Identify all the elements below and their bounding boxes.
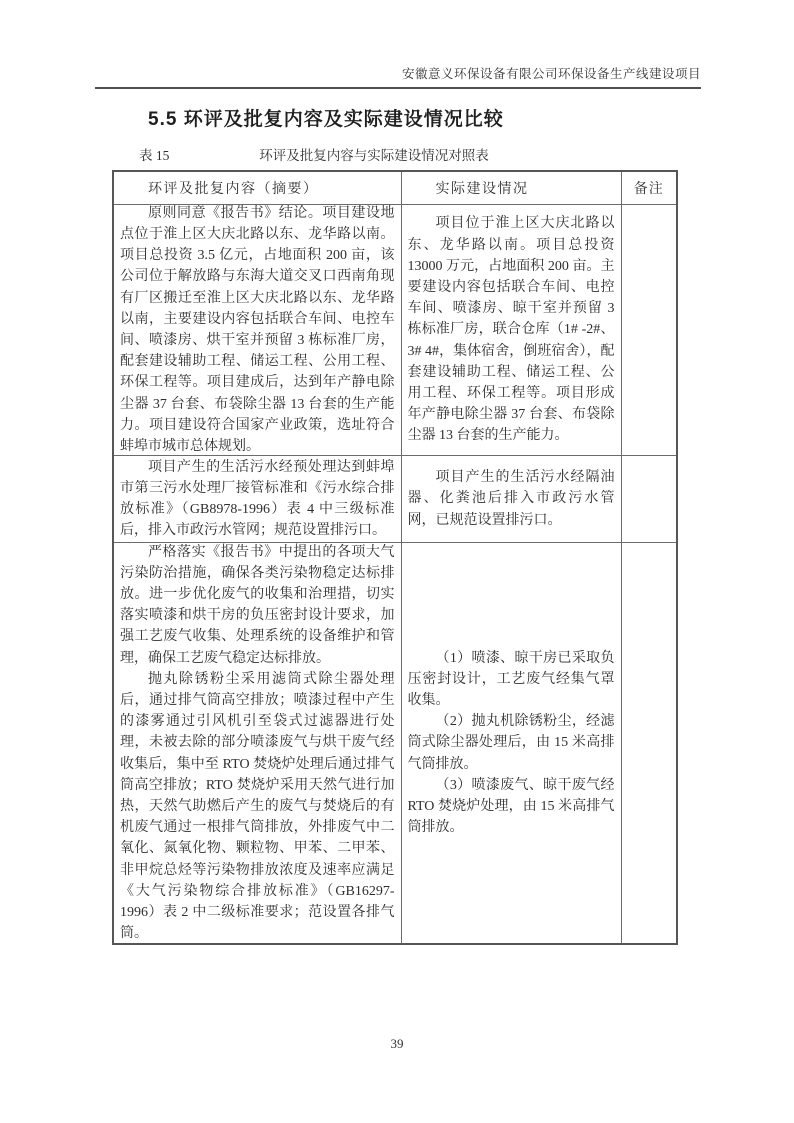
remark-cell — [621, 205, 677, 456]
paragraph: （3）喷漆废气、晾干废气经 RTO 焚烧炉处理，由 15 米高排气筒排放。 — [407, 777, 615, 836]
table-label: 表 15 — [139, 148, 170, 163]
remark-cell — [621, 543, 677, 945]
paragraph: （1）喷漆、晾干房已采取负压密封设计，工艺废气经集气罩收集。 — [407, 650, 615, 708]
paragraph: （2）抛丸机除锈粉尘，经滤筒式除尘器处理后，由 15 米高排气筒排放。 — [407, 714, 615, 772]
table-row — [113, 205, 677, 456]
running-header: 安徽意义环保设备有限公司环保设备生产线建设项目 — [95, 0, 701, 89]
table-caption-row — [95, 144, 701, 163]
summary-cell — [113, 543, 401, 945]
remark-cell — [621, 456, 677, 543]
actual-cell — [401, 205, 621, 456]
table-row — [113, 456, 677, 543]
actual-cell — [401, 543, 621, 945]
col-header-actual: 实际建设情况 — [401, 171, 621, 205]
actual-cell — [401, 456, 621, 543]
paragraph: 原则同意《报告书》结论。项目建设地点位于淮上区大庆北路以东、龙华路以南。项目总投资 3.5 亿元，占地面积 200 亩，该公司位于解放路与东海大道交叉口西南角现有厂区搬迁至淮上区大庆北路以东、龙华路以南，主要建设内容包括联合车间、电控车间、喷漆房、烘干室并预留 3 栋标准厂房，配套建设辅助工程、储运工程、公用工程、环保工程等。项目建成后，达到年产静电除尘器 37 台套、布袋除尘器 13 台套的生产能力。项目建设符合国家产业政策，选址符合蚌埠市城市总体规划。 — [120, 205, 395, 455]
col-header-remark: 备注 — [621, 171, 677, 205]
col-header-summary: 环评及批复内容（摘要） — [113, 171, 401, 205]
page-number: 39 — [390, 1036, 404, 1051]
summary-cell — [113, 456, 401, 543]
table-header-row — [113, 171, 677, 205]
summary-cell — [113, 205, 401, 456]
section-title: 5.5 环评及批复内容及实际建设情况比较 — [148, 109, 504, 130]
paragraph: 严格落实《报告书》中提出的各项大气污染防治措施，确保各类污染物稳定达标排放。进一步优化废气的收集和治理措，切实落实喷漆和烘干房的负压密封设计要求，加强工艺废气收集、处理系统的设备维护和管理，确保工艺废气稳定达标排放。 — [120, 544, 395, 666]
paragraph: 项目位于淮上区大庆北路以东、龙华路以南。项目总投资 13000 万元，占地面积 200 亩。主要建设内容包括联合车间、电控车间、喷漆房、晾干室并预留 3 栋标准厂房，联合仓库（1# -2#、3# 4#，集体宿舍，倒班宿舍），配套建设辅助工程、储运工程、公用工程、环保工程等。项目形成年产静电除尘器 37 台套、布袋除尘器 13 台套的生产能力。 — [407, 216, 615, 444]
page-content — [95, 0, 701, 945]
table-caption: 环评及批复内容与实际建设情况对照表 — [259, 148, 489, 163]
comparison-table — [112, 170, 678, 945]
paragraph: 项目产生的生活污水经隔油器、化粪池后排入市政污水管网，已规范设置排污口。 — [407, 470, 615, 528]
paragraph: 抛丸除锈粉尘采用滤筒式除尘器处理后，通过排气筒高空排放；喷漆过程中产生的漆雾通过引风机引至袋式过滤器进行处理，未被去除的部分喷漆废气与烘干废气经收集后，集中至 RTO 焚烧炉处理后通过排气筒高空排放；RTO 焚烧炉采用天然气进行加热，天然气助燃后产生的废气与焚烧后的有机废气通过一根排气筒排放，外排废气中二氧化、氮氧化物、颗粒物、甲苯、二甲苯、非甲烷总烃等污染物排放浓度及速率应满足《大气污染物综合排放标准》（GB16297-1996）表 2 中二级标准要求；范设置各排气筒。 — [120, 671, 395, 942]
table-row — [113, 543, 677, 945]
paragraph: 项目产生的生活污水经预处理达到蚌埠市第三污水处理厂接管标准和《污水综合排放标准》（GB8978-1996）表 4 中三级标准后，排入市政污水管网；规范设置排污口。 — [120, 459, 395, 539]
